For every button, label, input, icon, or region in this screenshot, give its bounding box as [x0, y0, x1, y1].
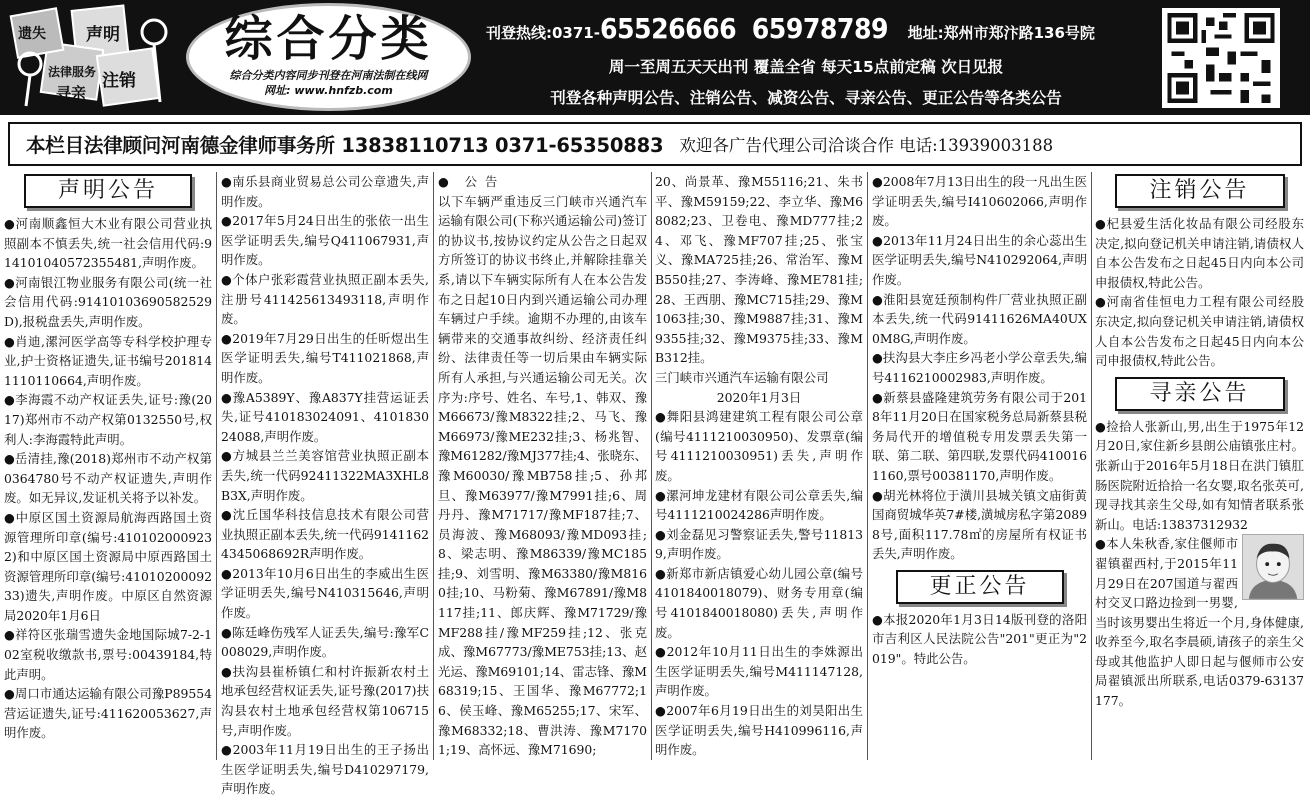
logo-word-zhuxiao: 注销	[102, 71, 136, 91]
notice-item: ●中原区国土资源局航海西路国土资源管理所印章(编号:4101020009232)和中原区国土资源局中原西路国土资源管理所印章(编号:4101020009233)遗失,声明作废。中原区自然资源局2020年1月6日	[4, 509, 212, 623]
notice-item: ●祥符区张瑞雪遗失金地国际城7-2-102室税收缴款书,票号:00439184,特此声明。	[4, 627, 212, 682]
notice-item: ●豫A5389Y、豫A837Y挂营运证丢失,证号410183024091、410183024088,声明作废。	[221, 389, 429, 444]
qr-code-icon	[1162, 8, 1280, 108]
hotline-row	[486, 12, 1146, 45]
notice-item: ●河南银江物业服务有限公司(统一社会信用代码:91410103690582529D),报税盘丢失,声明作废。	[4, 274, 212, 329]
logo-word-shengming: 声明	[86, 25, 120, 45]
banner-legal-advisor: 本栏目法律顾问河南德金律师事务所 13838110713 0371-65350883	[26, 134, 664, 157]
section-title-zhuxiao: 注销公告	[1115, 174, 1285, 208]
notice-item: ●个体户张彩霞营业执照正副本丢失,注册号411425613493118,声明作废。	[221, 271, 429, 327]
family-search-notice: ●本人朱秋香,家住偃师市翟镇翟西村,于2015年11月29日在207国道与翟西村交叉口路边捡到一男婴,当时该男婴出生将近一个月,身体健康,收养至今,取名李晨硕,请孩子的亲生父母或其他监护人即日起与偃师市公安局翟镇派出所联系,电话0379-63137177。	[1095, 536, 1304, 709]
logo-word-xunqin: 寻亲	[56, 84, 87, 102]
deregistration-notice: ●河南省佳恒电力工程有限公司经股东决定,拟向登记机关申请注销,请债权人自本公告发布之日起45日内向本公司申报债权,特此公告。	[1095, 294, 1304, 369]
legal-advisor-banner	[8, 122, 1302, 166]
column-divider	[651, 172, 652, 760]
banner-agency-contact: 欢迎各广告代理公司洽谈合作 电话:13939003188	[679, 136, 1054, 155]
column-divider	[216, 172, 217, 760]
notice-item: ●舞阳县鸿建建筑工程有限公司公章(编号4111210030950)、发票章(编号4111210030951)丢失,声明作废。	[655, 409, 863, 483]
notice-item: ●沈丘国华科技信息技术有限公司营业执照正副本丢失,统一代码91411624345068692R声明作废。	[221, 507, 429, 562]
section-title-gengzheng: 更正公告	[896, 570, 1064, 604]
notice-item: ●刘金磊见习警察证丢失,警号118139,声明作废。	[655, 526, 863, 562]
announcement-date: 2020年1月3日	[716, 389, 802, 405]
notice-item: ●2013年11月24日出生的余心蕊出生医学证明丢失,编号N410292064,声明作废。	[872, 232, 1087, 287]
notice-item: ●肖迪,漯河医学高等专科学校护理专业,护士资格证遗失,证书编号2018141110110664,声明作废。	[4, 333, 212, 388]
services-line: 刊登各种声明公告、注销公告、减资公告、寻亲公告、更正公告等各类公告	[550, 89, 1062, 107]
column-title: 综合分类	[224, 11, 433, 67]
notice-item: ●2017年5月24日出生的张依一出生医学证明丢失,编号Q411067931,声明作废。	[221, 213, 429, 268]
notice-item: ●扶沟县大李庄乡冯老小学公章丢失,编号4116210002983,声明作废。	[872, 350, 1087, 385]
website-line: 网址: www.hnfzb.com	[264, 84, 393, 97]
column-subtitle: 综合分类内容同步刊登在河南法制在线网	[229, 69, 428, 82]
notice-item: ●新郑市新店镇爱心幼儿园公章(编号4101840018079)、财务专用章(编号4101840018080)丢失,声明作废。	[655, 565, 863, 640]
page-header	[0, 0, 1310, 115]
child-photo	[1242, 534, 1304, 600]
column-divider	[867, 172, 868, 760]
notice-item: ●2007年6月19日出生的刘昊阳出生医学证明丢失,编号H410996116,声明作废。	[655, 703, 863, 758]
notice-item: ●胡光林将位于潢川县城关镇文庙街黄国商贸城华英7#楼,潢城房私字第20898号,面积117.78㎡的房屋所有权证书丢失,声明作废。	[872, 487, 1087, 562]
hotline-number-1: 65526666	[599, 12, 737, 45]
hotline-label: 刊登热线:0371-	[486, 24, 600, 42]
notice-item: ●南乐县商业贸易总公司公章遗失,声明作废。	[221, 174, 429, 209]
address: 地址:郑州市郑汴路136号院	[907, 24, 1095, 42]
column-title-oval	[186, 3, 471, 111]
deregistration-notice: ●杞县爱生活化妆品有限公司经股东决定,拟向登记机关申请注销,请债权人自本公告发布之日起45日内向本公司申报债权,特此公告。	[1095, 216, 1304, 290]
correction-notice: ●本报2020年1月3日14版刊登的洛阳市吉利区人民法院公告"201"更正为"2019"。特此公告。	[872, 611, 1087, 667]
column-1	[4, 172, 212, 760]
section-title-xunqin: 寻亲公告	[1115, 377, 1285, 411]
notice-item: ●陈廷峰伤残军人证丢失,编号:豫军C008029,声明作废。	[221, 624, 429, 660]
notice-item: ●淮阳县宽廷预制构件厂营业执照正副本丢失,统一代码91411626MA40UX0M8G,声明作废。	[872, 291, 1087, 346]
vehicle-announcement-continued: 20、尚景革、豫M55116;21、朱书平、豫M59159;22、李立华、豫M68082;23、卫卷电、豫MD777挂;24、邓飞、豫MF707挂;25、张宝义、豫MA725挂;26、常治军、豫MB550挂;27、李涛峰、豫ME781挂;28、王西朋、豫MC715挂;29、豫M1063挂;30、豫M9887挂;31、豫M9355挂;32、豫M9375挂;33、豫MB312挂。	[655, 174, 863, 366]
announcement-signature: 三门峡市兴通汽车运输有限公司	[655, 369, 829, 385]
column-6	[1095, 172, 1304, 760]
notice-item: ●周口市通达运输有限公司豫P89554营运证遗失,证号:411620053627,声明作废。	[4, 686, 212, 741]
notice-item: ●方城县兰兰美容馆营业执照正副本丢失,统一代码92411322MA3XHL8B3X,声明作废。	[221, 448, 429, 503]
notice-item: ●2012年10月11日出生的李姝源出生医学证明丢失,编号M411147128,声明作废。	[655, 644, 863, 699]
hotline-number-2: 65978789	[751, 12, 888, 45]
notice-item: ●2013年10月6日出生的李威出生医学证明丢失,编号N410315646,声明作废。	[221, 565, 429, 621]
column-3	[438, 172, 647, 760]
notice-item: ●新蔡县盛隆建筑劳务有限公司于2018年11月20日在国家税务总局新蔡县税务局代开的增值税专用发票丢失第一联、第二联、第四联,发票代码4100161160,票号00381170,声明作废。	[872, 389, 1087, 483]
notice-item: ●扶沟县崔桥镇仁和村许振新农村土地承包经营权证丢失,证号豫(2017)扶沟县农村土地承包经营权第106715号,声明作废。	[221, 663, 429, 738]
vehicle-announcement: 以下车辆严重违反三门峡市兴通汽车运输有限公司(下称兴通运输公司)签订的协议书,按协议约定从公告之日起双方所签订的协议书终止,并解除挂靠关系,请以下车辆实际所有人在本公告发布之日起10日内到兴通运输公司办理车辆过户手续。逾期不办理的,由该车辆带来的交通事故纠纷、经济责任纠纷、法律责任等一切后果由车辆实际所有人承担,与兴通运输公司无关。次序为:序号、姓名、车号,1、韩双、豫M66673/豫M8322挂;2、马飞、豫M66973/豫ME232挂;3、杨兆智、豫M61282/豫MJ377挂;4、张晓东、豫M60030/豫MB758挂;5、孙邦旦、豫M63977/豫M7991挂;6、周丹丹、豫M71717/豫MF187挂;7、员海波、豫M68093/豫MD093挂;8、梁志明、豫M86339/豫MC185挂;9、刘雪明、豫M63380/豫M8160挂;10、马粉菊、豫M67891/豫M8117挂;11、郎庆辉、豫M71729/豫MF288挂/豫MF259挂;12、张克成、豫M67773/豫ME753挂;13、赵光运、豫M69101;14、雷志锋、豫M68319;15、王国华、豫M67772;16、侯玉峰、豫M65255;17、宋军、豫M68332;18、曹洪涛、豫M71701;19、高怀远、豫M71690;	[438, 193, 647, 758]
column-5	[872, 172, 1087, 760]
notice-item: ●2019年7月29日出生的任昕煜出生医学证明丢失,编号T411021868,声明作废。	[221, 330, 429, 385]
notice-item: ●漯河坤龙建材有限公司公章丢失,编号4111210024286声明作废。	[655, 487, 863, 523]
notice-item: ●河南顺鑫恒大木业有限公司营业执照副本不慎丢失,统一社会信用代码:914101040572355481,声明作废。	[4, 216, 212, 271]
notice-item: ●2008年7月13日出生的段一凡出生医学证明丢失,编号I410602066,声明作废。	[872, 174, 1087, 229]
logo-word-falv: 法律服务	[48, 65, 97, 79]
column-divider	[433, 172, 434, 760]
family-search-notice: ●捡拾人张新山,男,出生于1975年12月20日,家住新乡县朗公庙镇张庄村。张新山于2016年5月18日在洪门镇肛肠医院附近拾拾一名女婴,取名张英可,现寻找其亲生父母,如有知情者联系张新山。电话:13837312932	[1095, 418, 1304, 532]
column-divider	[1091, 172, 1092, 760]
column-4	[655, 172, 863, 760]
column-2	[221, 172, 429, 797]
section-title-shengming: 声明公告	[24, 174, 192, 208]
notice-item: ●2003年11月19日出生的王子扬出生医学证明丢失,编号D410297179,声明作废。	[221, 742, 429, 797]
notice-item: ●岳清挂,豫(2018)郑州市不动产权第0364780号不动产权证遗失,声明作废。如无异议,发证机关将予以补发。	[4, 451, 212, 506]
logo-word-yishi: 遗失	[18, 26, 46, 42]
category-cubes-logo	[4, 2, 182, 112]
announcement-heading: ● 公 告	[438, 174, 498, 189]
notice-item: ●李海霞不动产权证丢失,证号:豫(2017)郑州市不动产权第0132550号,权利人:李海霞特此声明。	[4, 392, 212, 447]
publishing-schedule: 周一至周五天天出刊 覆盖全省 每天15点前定稿 次日见报	[608, 58, 1004, 76]
